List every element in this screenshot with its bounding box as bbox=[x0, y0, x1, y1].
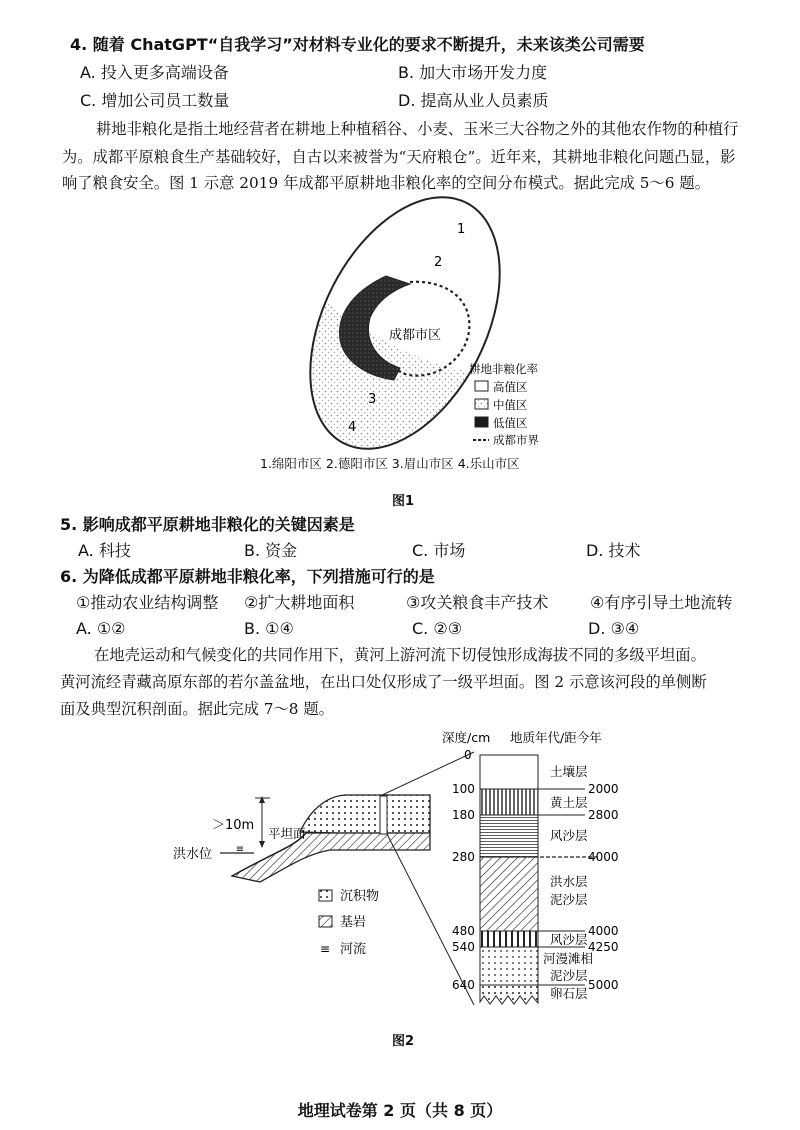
layer-aeolian-2: 风沙层 bbox=[550, 932, 588, 947]
legend-title: 耕地非粮化率 bbox=[469, 362, 538, 376]
depth-480: 480 bbox=[452, 924, 475, 938]
figure-1-caption: 图1 bbox=[392, 494, 415, 509]
q5-option-c: C. 市场 bbox=[412, 541, 466, 560]
q4-option-d: D. 提高从业人员素质 bbox=[398, 91, 549, 110]
figure-1-map bbox=[300, 190, 570, 480]
q4-stem: 4. 随着 ChatGPT“自我学习”对材料专业化的要求不断提升，未来该类公司需要 bbox=[70, 35, 645, 54]
passage1-line-1: 耕地非粮化是指土地经营者在耕地上种植稻谷、小麦、玉米三大谷物之外的其他农作物的种植行 bbox=[96, 120, 739, 138]
q5-stem: 5. 影响成都平原耕地非粮化的关键因素是 bbox=[60, 515, 355, 534]
flood-level-label: 洪水位 bbox=[173, 847, 213, 862]
legend-low: 低值区 bbox=[493, 416, 528, 430]
passage2-line-2: 黄河流经青藏高原东部的若尔盖盆地，在出口处仅形成了一级平坦面。图 2 示意该河段的单侧断 bbox=[60, 673, 707, 691]
q6-measure-4: ④有序引导土地流转 bbox=[590, 593, 733, 612]
depth-header: 深度/cm bbox=[442, 730, 491, 745]
depth-640: 640 bbox=[452, 978, 475, 992]
legend-bedrock: 基岩 bbox=[340, 915, 367, 930]
figure-2-diagram bbox=[160, 720, 640, 1020]
height-label: ＞10m bbox=[212, 818, 255, 833]
passage2-line-1: 在地壳运动和气候变化的共同作用下，黄河上游河流下切侵蚀形成海拔不同的多级平坦面。 bbox=[94, 646, 706, 664]
passage1-line-2: 为。成都平原粮食生产基础较好，自古以来被誉为“天府粮仓”。近年来，其耕地非粮化问题凸显，影 bbox=[62, 148, 736, 166]
q4-option-a: A. 投入更多高端设备 bbox=[80, 63, 229, 82]
terrace-label: 平坦面 bbox=[268, 826, 306, 841]
age-2000: 2000 bbox=[588, 782, 619, 796]
legend-river-symbol: ≡ bbox=[319, 942, 331, 956]
q5-option-d: D. 技术 bbox=[586, 541, 641, 560]
legend-sediment: 沉积物 bbox=[340, 889, 380, 904]
legend-mid: 中值区 bbox=[493, 398, 528, 412]
q5-option-b: B. 资金 bbox=[244, 541, 298, 560]
layer-floodplain: 河漫滩相 bbox=[543, 951, 594, 966]
layer-flood: 洪水层 bbox=[550, 874, 588, 889]
layer-silt-2: 泥沙层 bbox=[550, 968, 588, 983]
depth-100: 100 bbox=[452, 782, 475, 796]
q6-measure-2: ②扩大耕地面积 bbox=[244, 593, 355, 612]
q6-measure-3: ③攻关粮食丰产技术 bbox=[406, 593, 549, 612]
legend-city-boundary: 成都市界 bbox=[493, 433, 539, 447]
q5-option-a: A. 科技 bbox=[78, 541, 131, 560]
figure-2-caption: 图2 bbox=[392, 1034, 415, 1049]
age-4250: 4250 bbox=[588, 940, 619, 954]
q4-option-c: C. 增加公司员工数量 bbox=[80, 91, 230, 110]
age-5000: 5000 bbox=[588, 978, 619, 992]
depth-540: 540 bbox=[452, 940, 475, 954]
depth-0: 0 bbox=[464, 748, 472, 762]
section-marker bbox=[380, 796, 387, 834]
q6-option-a: A. ①② bbox=[76, 619, 126, 638]
zone-number-4: 4 bbox=[348, 420, 357, 435]
layer-aeolian-1: 风沙层 bbox=[550, 828, 588, 843]
layer-gravel: 卵石层 bbox=[550, 986, 588, 1001]
depth-280: 280 bbox=[452, 850, 475, 864]
age-4000-a: 4000 bbox=[588, 850, 619, 864]
city-label: 成都市区 bbox=[389, 328, 442, 343]
passage1-line-3: 响了粮食安全。图 1 示意 2019 年成都平原耕地非粮化率的空间分布模式。据此完成 5～6 题。 bbox=[62, 174, 710, 192]
q6-option-d: D. ③④ bbox=[588, 619, 640, 638]
layer-soil: 土壤层 bbox=[550, 764, 588, 779]
q6-option-b: B. ①④ bbox=[244, 619, 294, 638]
q4-option-b: B. 加大市场开发力度 bbox=[398, 63, 548, 82]
zone-number-3: 3 bbox=[368, 392, 377, 407]
zone-number-1: 1 bbox=[457, 222, 466, 237]
flood-level-symbol: ≡ bbox=[235, 844, 245, 855]
layer-silt-1: 泥沙层 bbox=[550, 892, 588, 907]
age-2800: 2800 bbox=[588, 808, 619, 822]
layer-loess: 黄土层 bbox=[550, 795, 588, 810]
q6-stem: 6. 为降低成都平原耕地非粮化率，下列措施可行的是 bbox=[60, 567, 435, 586]
page-footer: 地理试卷第 2 页（共 8 页） bbox=[297, 1101, 503, 1120]
legend-high: 高值区 bbox=[493, 380, 528, 394]
passage2-line-3: 面及典型沉积剖面。据此完成 7～8 题。 bbox=[60, 700, 334, 718]
q6-measure-1: ①推动农业结构调整 bbox=[76, 593, 219, 612]
depth-180: 180 bbox=[452, 808, 475, 822]
zone-number-2: 2 bbox=[434, 255, 443, 270]
age-4000-b: 4000 bbox=[588, 924, 619, 938]
q6-option-c: C. ②③ bbox=[412, 619, 463, 638]
figure-1-note: 1.绵阳市区 2.德阳市区 3.眉山市区 4.乐山市区 bbox=[260, 456, 520, 471]
legend-river: 河流 bbox=[340, 942, 367, 957]
age-header: 地质年代/距今年 bbox=[510, 730, 602, 745]
sediment-body bbox=[300, 795, 430, 833]
